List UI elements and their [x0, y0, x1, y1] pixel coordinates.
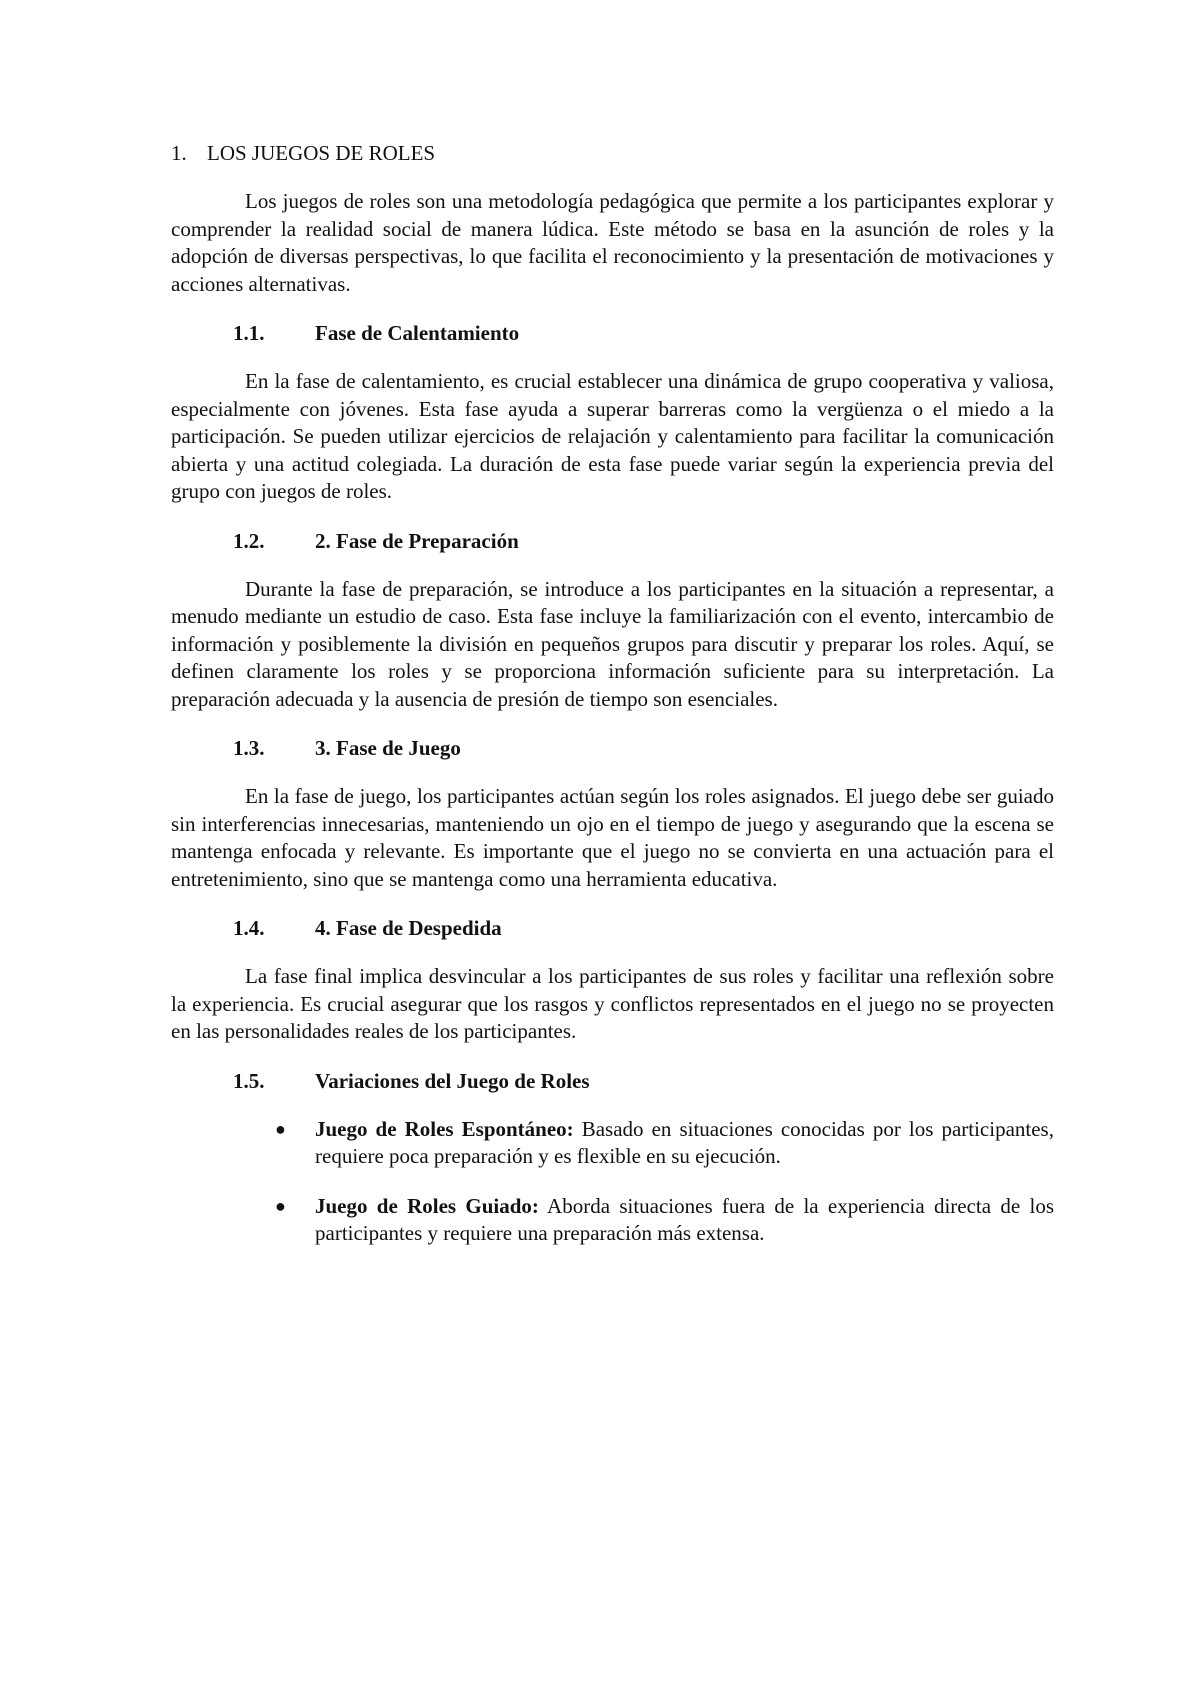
section-title: Fase de Calentamiento [315, 321, 520, 345]
list-item [171, 1193, 1054, 1248]
main-heading [171, 140, 1054, 166]
section-number: 1.5. [233, 1068, 265, 1093]
section-paragraph-despedida: La fase final implica desvincular a los participantes de sus roles y facilitar una reflexión sobre la experiencia. Es crucial asegurar que los rasgos y conflictos representados en el juego no se proyecten en las personalidades reales de los participantes. [171, 964, 1054, 1043]
section-paragraph-calentamiento: En la fase de calentamiento, es crucial establecer una dinámica de grupo cooperativa y valiosa, especialmente con jóvenes. Esta fase ayuda a superar barreras como la vergüenza o el miedo a la participación. Se pueden utilizar ejercicios de relajación y calentamiento para facilitar la comunicación abierta y una actitud colegiada. La duración de esta fase puede variar según la experiencia previa del grupo con juegos de roles. [171, 369, 1054, 503]
list-item-term: Juego de Roles Espontáneo: [315, 1116, 574, 1141]
section-heading-despedida [233, 915, 1054, 941]
section-title: 2. Fase de Preparación [315, 528, 519, 553]
section-heading-preparacion [233, 528, 1054, 554]
document-content [171, 140, 1054, 1270]
bullet-icon: ● [275, 1195, 286, 1216]
list-item [171, 1116, 1054, 1171]
section-heading-calentamiento [233, 320, 1054, 346]
section-title: 4. Fase de Despedida [315, 916, 502, 940]
variations-list [171, 1116, 1054, 1248]
section-number: 1.2. [233, 528, 265, 553]
section-number: 1.3. [233, 736, 265, 760]
section-paragraph-juego: En la fase de juego, los participantes actúan según los roles asignados. El juego debe ser guiado sin interferencias innecesarias, manteniendo un ojo en el tiempo de juego y asegurando que la escena se mantenga enfocada y relevante. Es importante que el juego no se convierta en una actuación para el entretenimiento, sino que se mantenga como una herramienta educativa. [171, 784, 1054, 891]
bullet-icon: ● [275, 1118, 286, 1139]
section-paragraph-preparacion: Durante la fase de preparación, se introduce a los participantes en la situación a representar, a menudo mediante un estudio de caso. Esta fase incluye la familiarización con el evento, intercambio de información y posiblemente la división en pequeños grupos para discutir y preparar los roles. Aquí, se definen claramente los roles y se proporciona información suficiente para su interpretación. La preparación adecuada y la ausencia de presión de tiempo son esenciales. [171, 576, 1054, 711]
section-title: 3. Fase de Juego [315, 736, 461, 760]
main-heading-number: 1. [171, 141, 187, 165]
section-title: Variaciones del Juego de Roles [315, 1068, 590, 1093]
section-heading-variaciones [233, 1068, 1054, 1094]
main-heading-title: LOS JUEGOS DE ROLES [207, 141, 436, 165]
intro-paragraph: Los juegos de roles son una metodología pedagógica que permite a los participantes explorar y comprender la realidad social de manera lúdica. Este método se basa en la asunción de roles y la adopción de diversas perspectivas, lo que facilita el reconocimiento y la presentación de motivaciones y acciones alternativas. [171, 189, 1054, 296]
section-number: 1.4. [233, 916, 265, 940]
section-heading-juego [233, 735, 1054, 761]
list-item-description: Basado en situaciones conocidas por los participantes, requiere poca preparación y es flexible en su ejecución. [315, 1116, 1054, 1168]
list-item-term: Juego de Roles Guiado: [315, 1193, 539, 1218]
list-item-description: Aborda situaciones fuera de la experiencia directa de los participantes y requiere una preparación más extensa. [315, 1193, 1054, 1245]
section-number: 1.1. [233, 321, 265, 345]
